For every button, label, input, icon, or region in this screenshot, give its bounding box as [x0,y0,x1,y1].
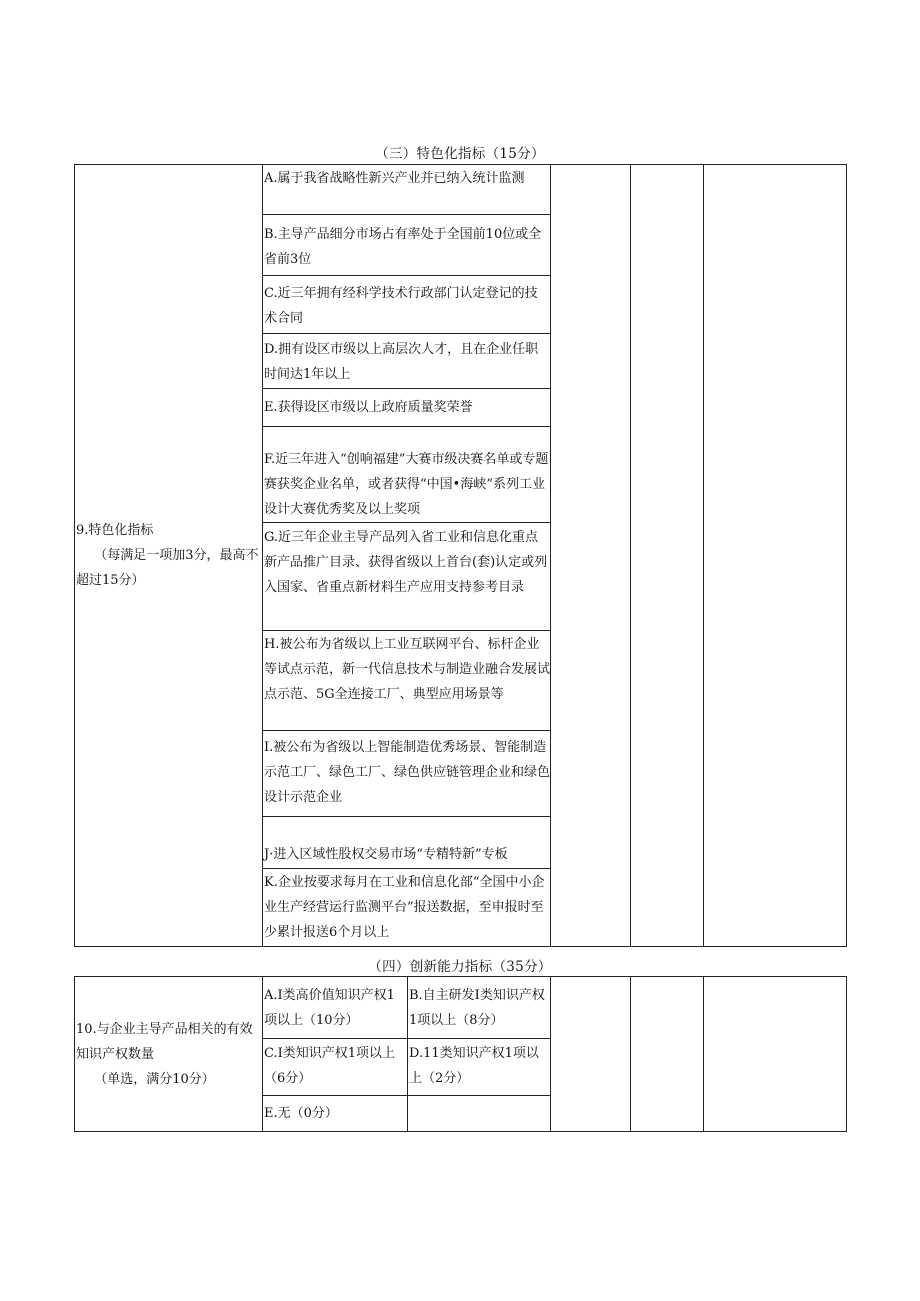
option-c: C.近三年拥有经科学技术行政部门认定登记的技术合同 [263,276,551,334]
remark-cell [704,165,847,947]
option-a: A.I类高价值知识产权1项以上（10分） [263,977,408,1039]
option-h: H.被公布为省级以上工业互联网平台、标杆企业等试点示范，新一代信息技术与制造业融合发展试点示范、5G全连接工厂、典型应用场景等 [263,631,551,731]
option-c: C.I类知识产权1项以上（6分） [263,1039,408,1096]
option-f: F.近三年进入“创响福建”大赛市级决赛名单或专题赛获奖企业名单，或者获得“中国•海峡”系列工业设计大赛优秀奖及以上奖项 [263,427,551,523]
remark-cell [704,977,847,1132]
score-cell [631,165,704,947]
section4-table [74,976,847,1132]
section3-heading: （三）特色化指标（15分） [375,146,545,162]
option-i: I.被公布为省级以上智能制造优秀场景、智能制造示范工厂、绿色工厂、绿色供应链管理企业和绿色设计示范企业 [263,731,551,817]
option-b: B.主导产品细分市场占有率处于全国前10位或全省前3位 [263,215,551,276]
indicator-9-note: （每满足一项加3分，最高不超过15分） [76,548,259,588]
empty-cell [408,1096,551,1132]
indicator-10-note: （单选，满分10分） [94,1071,215,1087]
score-cell [631,977,704,1132]
section3-table [74,164,847,947]
option-j: J·进入区域性股权交易市场“专精特新”专板 [263,817,551,869]
indicator-9-title: 9.特色化指标 [76,523,154,538]
score-cell [551,165,631,947]
option-k: K.企业按要求每月在工业和信息化部“全国中小企业生产经营运行监测平台”报送数据，至申报时至少累计报送6个月以上 [263,869,551,947]
indicator-10-cell [75,977,263,1132]
section4-heading: （四）创新能力指标（35分） [368,959,552,975]
option-e: E.获得设区市级以上政府质量奖荣誉 [263,389,551,427]
option-a: A.属于我省战略性新兴产业并已纳入统计监测 [263,165,551,215]
option-b: B.自主研发I类知识产权1项以上（8分） [408,977,551,1039]
score-cell [551,977,631,1132]
option-d: D.拥有设区市级以上高层次人才，且在企业任职时间达1年以上 [263,334,551,389]
option-g: G.近三年企业主导产品列入省工业和信息化重点新产品推广目录、获得省级以上首台(套)认定或列入国家、省重点新材料生产应用支持参考目录 [263,523,551,631]
indicator-9-cell [75,165,263,947]
option-e: E.无（0分） [263,1096,408,1132]
indicator-10-title: 10.与企业主导产品相关的有效知识产权数量 [76,1021,253,1062]
option-d: D.11类知识产权1项以上（2分） [408,1039,551,1096]
